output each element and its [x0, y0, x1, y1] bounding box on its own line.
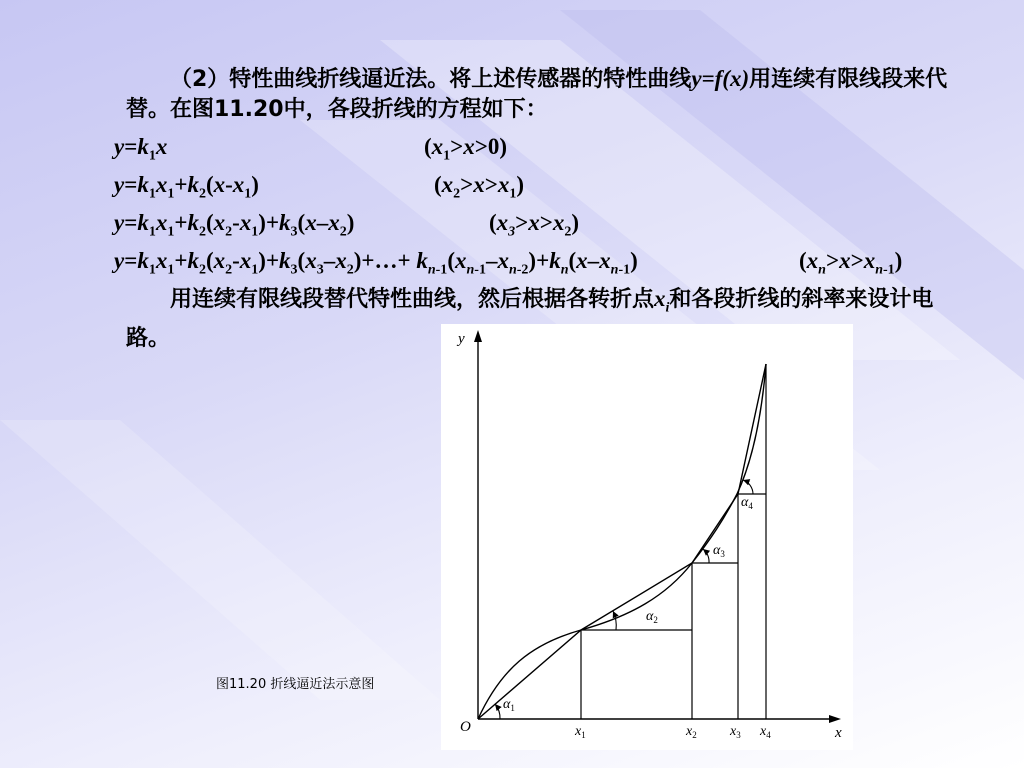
- intro-paragraph: [126, 64, 966, 125]
- equation-3-condition: $(x_3>x>x_2)$: [489, 210, 580, 240]
- angle-arc-2: [613, 611, 616, 630]
- x2-label: $x_2$: [686, 724, 697, 740]
- y-axis-label: y: [458, 331, 465, 347]
- equation-2-condition: $(x_2>x>x_1)$: [434, 172, 525, 202]
- intro-text-part1: （2）特性曲线折线逼近法。将上述传感器的特性曲线: [170, 67, 692, 92]
- equation-4-formula: $y=k_1x_1+k_2(x_2-x_1)+k_3(x_3-x_2)+\dots+ k_{n-1}(x_{n-1}-x_{n-2})+k_n(x-x_{n-1})$: [114, 248, 638, 278]
- alpha4-label: $\alpha_4$: [741, 495, 753, 511]
- summary-text-part1: 用连续有限线段替代特性曲线，然后根据各转折点: [170, 287, 655, 312]
- angle-arc-1: [495, 704, 500, 719]
- x3-label: $x_3$: [730, 724, 741, 740]
- polyline-approximation-diagram: [441, 324, 853, 750]
- figure-caption: 图11.20 折线逼近法示意图: [216, 677, 375, 692]
- equation-3-formula: $y=k_1x_1+k_2(x_2-x_1)+k_3(x-x_2)$: [114, 210, 355, 240]
- angle-arc-4: [743, 480, 753, 494]
- x-axis-label: x: [835, 725, 842, 741]
- x-axis-arrow: [829, 715, 841, 723]
- equation-1-condition: $(x_1>x>0)$: [424, 134, 508, 164]
- polyline-segments: [478, 364, 766, 719]
- equation-4-condition: $(x_n>x>x_{n-1})$: [799, 248, 903, 278]
- angle-arc-3: [703, 549, 709, 563]
- x1-label: $x_1$: [575, 724, 586, 740]
- alpha2-label: $\alpha_2$: [646, 609, 658, 625]
- characteristic-curve: [478, 364, 766, 719]
- equation-1-formula: $y=k_1x$: [114, 134, 168, 164]
- alpha1-label: $\alpha_1$: [503, 697, 515, 713]
- intro-formula: y=f(x): [691, 66, 750, 91]
- alpha3-label: $\alpha_3$: [713, 543, 725, 559]
- origin-label: O: [460, 719, 471, 735]
- intro-text-part2: 用连续有限线段来代替。在图11.20中，各段折线的方程如下：: [126, 67, 948, 122]
- equation-2-formula: $y=k_1x_1+k_2(x-x_1)$: [114, 172, 259, 202]
- y-axis-arrow: [474, 330, 482, 342]
- summary-symbol: $x_i$: [654, 286, 670, 316]
- summary-text-part2: 和各段折线的斜率来设计电路。: [126, 287, 934, 351]
- figure-panel: [441, 324, 853, 750]
- x4-label: $x_4$: [760, 724, 771, 740]
